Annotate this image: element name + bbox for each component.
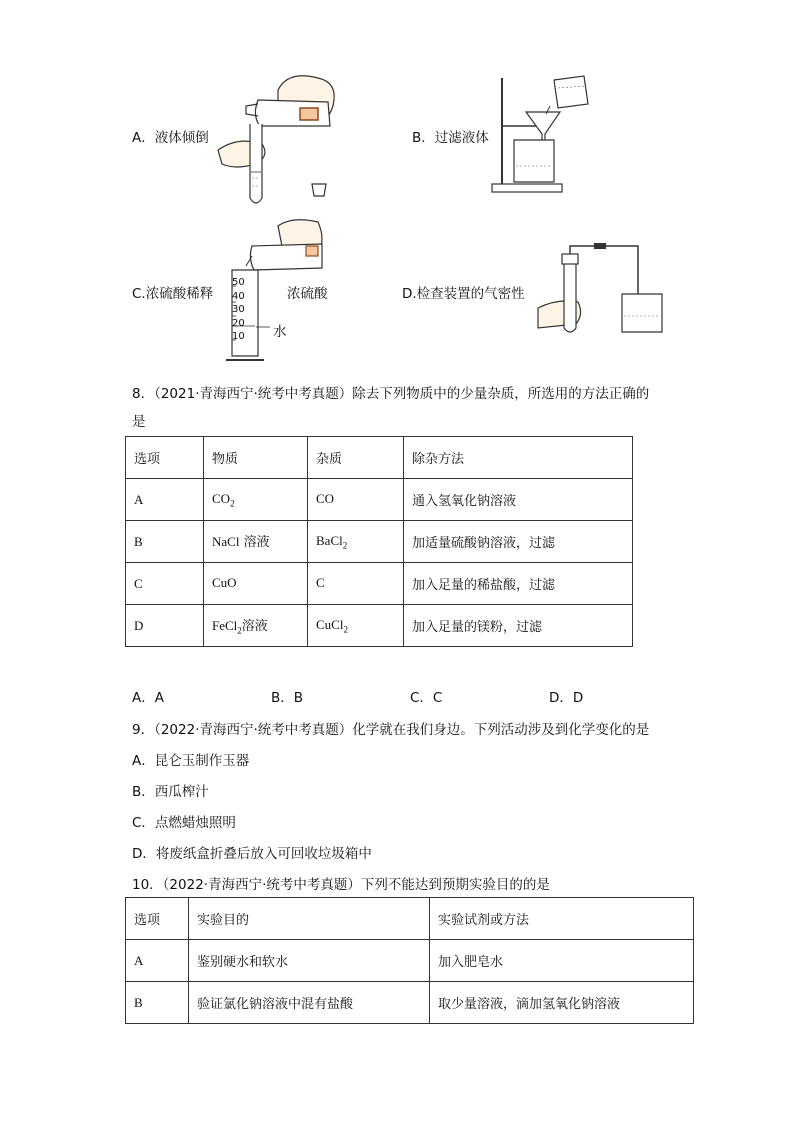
q8-table-header (126, 437, 633, 479)
q10-method: 取少量溶液，滴加氢氧化钠溶液 (430, 982, 694, 1024)
q8-substance: FeCl$_2$溶液 (204, 605, 308, 647)
q10-th-method: 实验试剂或方法 (430, 898, 694, 940)
q10-table-header (126, 898, 694, 940)
q9-option-c: C．点燃蜡烛照明 (132, 815, 236, 831)
q10-option: B (126, 982, 189, 1024)
q10-goal: 鉴别硬水和软水 (189, 940, 430, 982)
scale-40: 40 (232, 290, 245, 302)
q9-option-a: A．昆仑玉制作玉器 (132, 753, 250, 769)
q10-stem: 10．（2022·青海西宁·统考中考真题）下列不能达到预期实验目的的是 (132, 877, 550, 893)
q8-impurity: C (308, 563, 404, 605)
cylinder-scale (232, 276, 245, 344)
acid-label: 浓硫酸 (287, 286, 328, 302)
q8-substance: CuO (204, 563, 308, 605)
table-row (126, 940, 694, 982)
q8-stem-line1: 8．（2021·青海西宁·统考中考真题）除去下列物质中的少量杂质，所选用的方法正确的 (132, 386, 650, 402)
q8-impurity: BaCl$_2$ (308, 521, 404, 563)
q8-th-method: 除杂方法 (404, 437, 633, 479)
q8-method: 加适量硫酸钠溶液，过滤 (404, 521, 633, 563)
scale-10: 10 (232, 331, 245, 342)
table-row (126, 479, 633, 521)
q8-method: 加入足量的镁粉，过滤 (404, 605, 633, 647)
q8-impurity: CuCl$_2$ (308, 605, 404, 647)
figure-liquid-pouring (208, 60, 348, 210)
table-row (126, 563, 633, 605)
q8-choice-b: B．B (271, 690, 304, 706)
table-row (126, 605, 633, 647)
scale-50: 50 (232, 277, 245, 288)
q8-impurity: CO (308, 479, 404, 521)
option-c-label: C.浓硫酸稀释 (132, 286, 214, 302)
q10-th-goal: 实验目的 (189, 898, 430, 940)
q10-th-option: 选项 (126, 898, 189, 940)
q8-th-impurity: 杂质 (308, 437, 404, 479)
table-row (126, 521, 633, 563)
q8-choice-c: C．C (410, 690, 443, 706)
figure-airtightness-check (538, 238, 670, 334)
figure-filtration (488, 74, 600, 194)
option-a-label: A．液体倾倒 (132, 130, 209, 146)
option-d-label: D.检查装置的气密性 (402, 286, 525, 302)
q8-method: 加入足量的稀盐酸，过滤 (404, 563, 633, 605)
q9-option-b: B．西瓜榨汁 (132, 784, 209, 800)
q9-stem: 9．（2022·青海西宁·统考中考真题）化学就在我们身边。下列活动涉及到化学变化的是 (132, 722, 650, 738)
scale-30: 30 (232, 304, 245, 315)
q8-method: 通入氢氧化钠溶液 (404, 479, 633, 521)
q8-choice-d: D．D (549, 690, 584, 706)
water-label: 水 (273, 324, 287, 340)
q10-goal: 验证氯化钠溶液中混有盐酸 (189, 982, 430, 1024)
q9-option-d: D．将废纸盒折叠后放入可回收垃圾箱中 (132, 846, 372, 862)
q8-option: D (126, 605, 204, 647)
q8-choice-a: A．A (132, 690, 164, 706)
q10-method: 加入肥皂水 (430, 940, 694, 982)
q8-substance: $CO_2$ (204, 479, 308, 521)
option-b-label: B．过滤液体 (412, 130, 489, 146)
q8-th-substance: 物质 (204, 437, 308, 479)
q8-option: A (126, 479, 204, 521)
q10-option: A (126, 940, 189, 982)
scale-20: 20 (232, 317, 245, 329)
q8-table (125, 436, 633, 647)
q8-option: B (126, 521, 204, 563)
q10-table (125, 897, 694, 1024)
table-row (126, 982, 694, 1024)
q8-stem-line2: 是 (132, 414, 146, 430)
q8-th-option: 选项 (126, 437, 204, 479)
q8-substance: NaCl 溶液 (204, 521, 308, 563)
q8-option: C (126, 563, 204, 605)
